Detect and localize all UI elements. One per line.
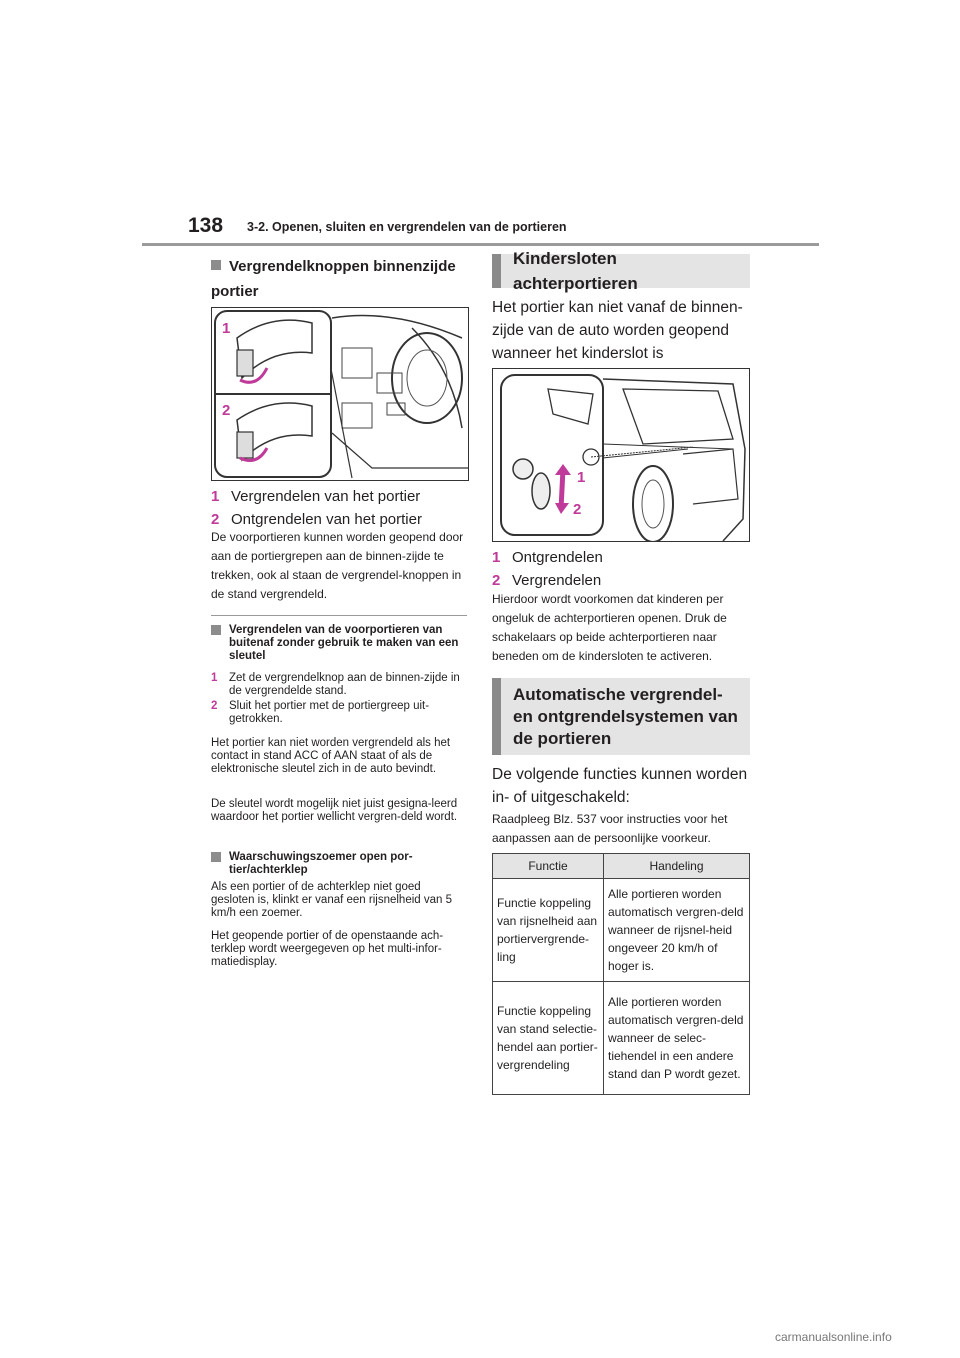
table-header: Handeling	[604, 854, 750, 879]
table-header: Functie	[493, 854, 604, 879]
door-lock-illustration	[212, 308, 468, 480]
child-lock-illustration	[493, 369, 749, 541]
para-display: Het geopende portier of de openstaande ach-terklep wordt weergegeven op het multi-infor-matiedisplay.	[211, 930, 444, 968]
heading-door-buzzer: Waarschuwingszoemer open por-tier/achterklep	[211, 851, 467, 877]
para-auto-lock: De volgende functies kunnen worden in- of uitgeschakeld:	[492, 766, 748, 806]
para-child-locks: Het portier kan niet vanaf de binnen-zijde van de auto worden geopend wanneer het kinderslot is	[492, 299, 743, 362]
figure-door-lock-buttons	[211, 307, 469, 481]
list-item: 1 Ontgrendelen	[492, 549, 603, 566]
table-cell: Functie koppeling van rijsnelheid aan portiervergrende-ling	[493, 879, 604, 982]
list-lock-actions	[211, 485, 467, 531]
note-child-locks: Hierdoor wordt voorkomen dat kinderen per ongeluk de achterportieren openen. Druk de schakelaars op beide achterportieren naar beneden om de kindersloten te activeren.	[492, 592, 727, 663]
para-key-signal: De sleutel wordt mogelijk niet juist gesigna-leerd waardoor het portier wellicht vergren-deld wordt.	[211, 798, 458, 823]
figure-callout-2: 2	[222, 402, 231, 419]
bullet-square-icon	[211, 260, 221, 270]
list-item: 2 Ontgrendelen van het portier	[211, 511, 422, 528]
table-header-row	[493, 854, 750, 879]
para-customize: Raadpleeg Blz. 537 voor instructies voor het aanpassen aan de persoonlijke voorkeur.	[492, 812, 728, 845]
running-head: 3-2. Openen, sluiten en vergrendelen van de portieren	[247, 220, 567, 234]
figure-callout-1: 1	[222, 320, 231, 337]
heading-lock-buttons: Vergrendelknoppen binnenzijde portier	[211, 258, 456, 300]
table-cell: Alle portieren worden automatisch vergren-deld wanneer de rijsnel-heid ongeveer 20 km/h of hoger is.	[604, 879, 750, 982]
list-child-lock-actions	[492, 546, 750, 592]
section-child-locks: Kindersloten achterportieren	[492, 254, 750, 288]
section-auto-lock: Automatische vergrendel- en ontgrendelsystemen van de portieren	[492, 678, 750, 755]
note-door-open: De voorportieren kunnen worden geopend door aan de portiergrepen aan de binnen-zijde te trekken, ook al staan de vergrendel-knoppen in de stand vergrendeld.	[211, 530, 464, 601]
para-lock-condition: Het portier kan niet worden vergrendeld als het contact in stand ACC of AAN staat of als de elektronische sleutel zich in de auto bevindt.	[211, 737, 451, 775]
page-number: 138	[188, 214, 224, 237]
list-item: 1 Vergrendelen van het portier	[211, 488, 421, 505]
bullet-square-icon	[211, 852, 221, 862]
table-cell: Functie koppeling van stand selectie-hendel aan portier-vergrendeling	[493, 982, 604, 1095]
figure-child-lock	[492, 368, 750, 542]
table-row	[493, 982, 750, 1095]
figure-callout-1: 1	[577, 469, 586, 486]
watermark: carmanualsonline.info	[775, 1330, 892, 1344]
section-divider	[211, 615, 467, 616]
list-item: 1 Zet de vergrendelknop aan de binnen-zijde in de vergrendelde stand.	[211, 672, 460, 697]
para-buzzer: Als een portier of de achterklep niet goed gesloten is, klinkt er vanaf een rijsnelheid van 5 km/h een zoemer.	[211, 881, 453, 919]
figure-callout-2: 2	[573, 501, 582, 518]
list-lock-steps	[211, 672, 467, 726]
table-cell: Alle portieren worden automatisch vergren-deld wanneer de selec-tiehendel in een andere stand dan P wordt gezet.	[604, 982, 750, 1095]
heading-lock-outside: Vergrendelen van de voorportieren van buitenaf zonder gebruik te maken van een sleutel	[211, 624, 467, 663]
function-table	[492, 853, 750, 1095]
table-row	[493, 879, 750, 982]
list-item: 2 Vergrendelen	[492, 572, 602, 589]
bullet-square-icon	[211, 625, 221, 635]
list-item: 2 Sluit het portier met de portiergreep uit-getrokken.	[211, 700, 430, 725]
